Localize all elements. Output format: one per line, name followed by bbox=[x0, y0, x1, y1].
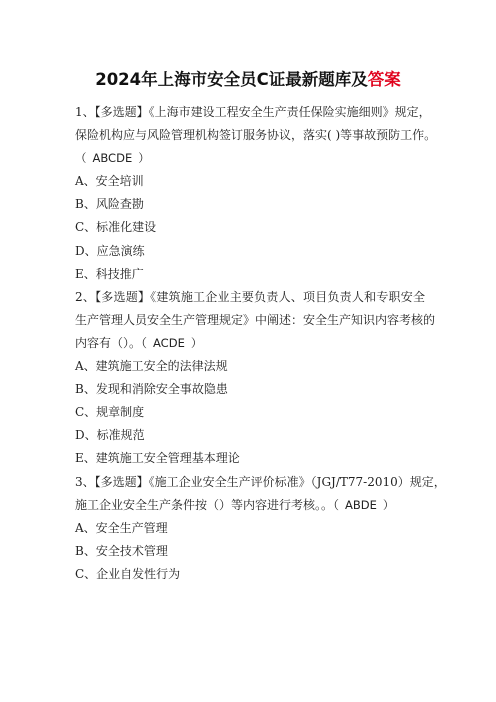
question-3-line-1: 3、【多选题】《施工企业安全生产评价标准》（JGJ/T77-2010）规定， bbox=[75, 474, 446, 489]
question-1-answer: （ ABCDE ） bbox=[75, 147, 425, 170]
question-2-option-a: A、建筑施工安全的法律法规 bbox=[75, 359, 228, 374]
question-1-option-c: C、标准化建设 bbox=[75, 220, 157, 235]
question-2-option-d: D、标准规范 bbox=[75, 428, 145, 443]
question-2-option-b: B、发现和消除安全事故隐患 bbox=[75, 382, 228, 397]
question-2-answer-code: ACDE bbox=[153, 335, 185, 350]
question-1-line-2: 保险机构应与风险管理机构签订服务协议，落实( )等事故预防工作。 bbox=[75, 128, 437, 143]
question-2-line-2: 生产管理人员安全生产管理规定》中阐述：安全生产知识内容考核的 bbox=[75, 312, 436, 327]
question-2-line-3-text: 内容有（）。（ bbox=[75, 335, 148, 350]
question-2-line-1: 2、【多选题】《建筑施工企业主要负责人、项目负责人和专职安全 bbox=[75, 289, 425, 304]
question-2-option-c: C、规章制度 bbox=[75, 405, 145, 420]
title-accent-text: 答案 bbox=[367, 70, 401, 89]
question-2-option-e: E、建筑施工安全管理基本理论 bbox=[75, 451, 240, 466]
title-text: 2024年上海市安全员C证最新题库及 bbox=[95, 70, 368, 89]
question-3-line-2: 施工企业安全生产条件按（）等内容进行考核。。（ ABDE ） bbox=[75, 494, 425, 517]
question-3-option-a: A、安全生产管理 bbox=[75, 520, 168, 535]
question-1-answer-code: ABCDE bbox=[92, 151, 133, 166]
question-3-answer-code: ABDE bbox=[345, 497, 377, 512]
question-1-option-d: D、应急演练 bbox=[75, 243, 145, 258]
question-1-option-e: E、科技推广 bbox=[75, 266, 144, 281]
question-2-line-3: 内容有（）。（ ACDE ） bbox=[75, 332, 425, 355]
question-1-option-b: B、风险查勘 bbox=[75, 197, 144, 212]
question-3-line-2-text: 施工企业安全生产条件按（）等内容进行考核。。（ bbox=[75, 497, 340, 512]
page-title bbox=[0, 66, 496, 90]
question-1-option-a: A、安全培训 bbox=[75, 174, 144, 189]
question-3-option-c: C、企业自发性行为 bbox=[75, 566, 181, 581]
question-list bbox=[75, 101, 446, 586]
question-3-option-b: B、安全技术管理 bbox=[75, 543, 168, 558]
question-1-line-1: 1、【多选题】《上海市建设工程安全生产责任保险实施细则》规定， bbox=[75, 105, 431, 119]
